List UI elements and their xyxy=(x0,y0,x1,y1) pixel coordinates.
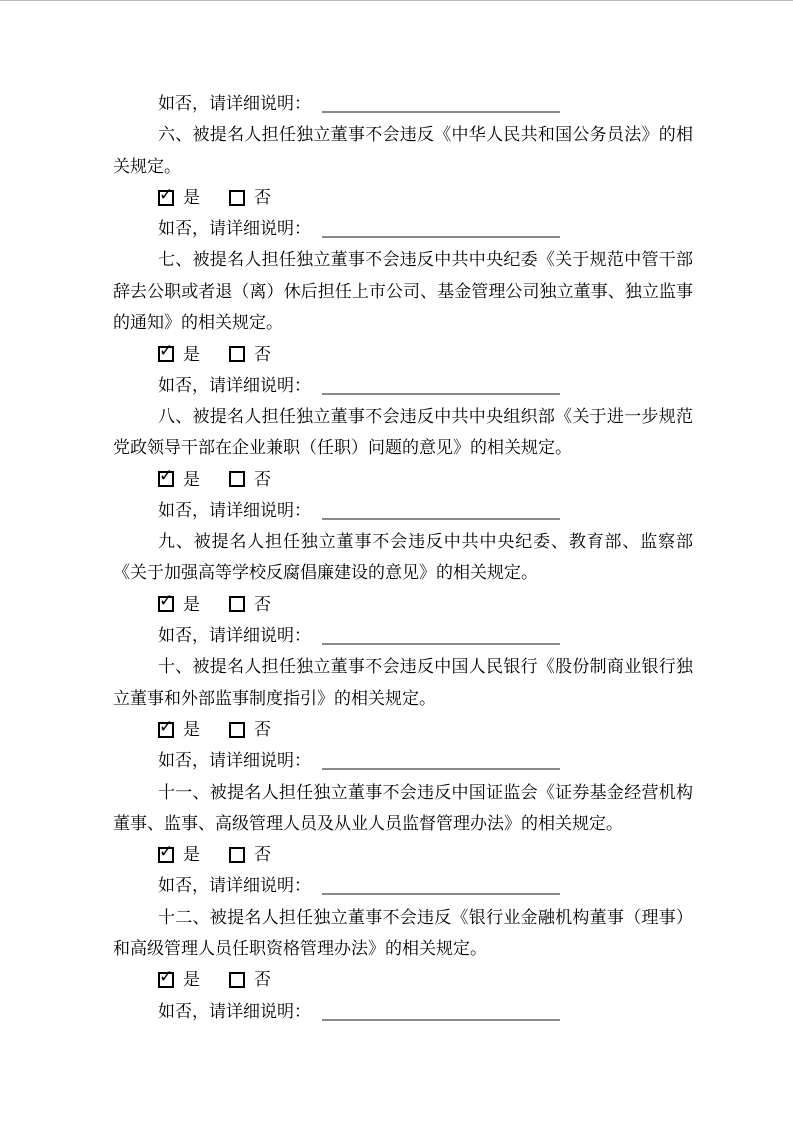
explain-prompt: 如否，请详细说明： xyxy=(158,500,311,520)
explain-row xyxy=(113,870,693,901)
yes-checkbox[interactable] xyxy=(158,341,174,362)
explain-prompt: 如否，请详细说明： xyxy=(158,375,311,395)
explain-prompt: 如否，请详细说明： xyxy=(158,219,311,239)
explain-row xyxy=(113,745,693,776)
yes-checkbox[interactable] xyxy=(158,966,174,988)
explain-row xyxy=(113,620,693,651)
check-icon: ✓ xyxy=(159,184,174,205)
yes-no-row xyxy=(113,714,693,745)
yes-checkbox[interactable] xyxy=(158,841,174,863)
item-statement: 九、被提名人担任独立董事不会违反中共中央纪委、教育部、监察部《关于加强高等学校反腐倡廉建设的意见》的相关规定。 xyxy=(113,532,693,583)
check-icon: ✓ xyxy=(159,716,174,737)
yes-checkbox[interactable] xyxy=(158,591,174,612)
yes-label: 是 xyxy=(183,344,200,364)
yes-label: 是 xyxy=(183,594,200,614)
explanation-blank[interactable] xyxy=(322,370,560,395)
explain-prompt: 如否，请详细说明： xyxy=(158,751,311,771)
yes-checkbox[interactable] xyxy=(158,716,174,738)
no-checkbox[interactable] xyxy=(229,596,245,612)
no-checkbox[interactable] xyxy=(229,190,245,206)
questionnaire-item xyxy=(113,119,693,244)
item-statement: 八、被提名人担任独立董事不会违反中共中央组织部《关于进一步规范党政领导干部在企业兼职（任职）问题的意见》的相关规定。 xyxy=(113,406,693,458)
item-statement: 十一、被提名人担任独立董事不会违反中国证监会《证券基金经营机构董事、监事、高级管理人员及从业人员监督管理办法》的相关规定。 xyxy=(113,782,693,833)
check-icon: ✓ xyxy=(159,966,174,987)
explain-row xyxy=(113,495,693,526)
explanation-blank[interactable] xyxy=(322,620,560,645)
yes-no-row xyxy=(113,839,693,870)
explanation-blank[interactable] xyxy=(322,88,560,113)
explain-prompt: 如否，请详细说明： xyxy=(158,1001,311,1021)
item-statement: 六、被提名人担任独立董事不会违反《中华人民共和国公务员法》的相关规定。 xyxy=(113,125,693,176)
check-icon: ✓ xyxy=(159,466,174,487)
explanation-blank[interactable] xyxy=(322,870,560,895)
explanation-blank[interactable] xyxy=(322,745,560,770)
yes-label: 是 xyxy=(183,720,200,740)
no-checkbox[interactable] xyxy=(229,847,245,863)
leading-explain-row xyxy=(113,88,693,119)
items-container xyxy=(113,119,693,1027)
check-icon: ✓ xyxy=(159,341,174,362)
no-label: 否 xyxy=(254,594,271,614)
yes-no-row xyxy=(113,589,693,620)
no-checkbox[interactable] xyxy=(229,722,245,738)
item-statement: 十二、被提名人担任独立董事不会违反《银行业金融机构董事（理事）和高级管理人员任职资格管理办法》的相关规定。 xyxy=(113,907,693,959)
item-statement: 七、被提名人担任独立董事不会违反中共中央纪委《关于规范中管干部辞去公职或者退（离）休后担任上市公司、基金管理公司独立董事、独立监事的通知》的相关规定。 xyxy=(113,250,693,333)
check-icon: ✓ xyxy=(159,841,174,862)
questionnaire-item xyxy=(113,777,693,902)
yes-label: 是 xyxy=(183,188,200,208)
yes-no-row xyxy=(113,964,693,995)
yes-no-row xyxy=(113,464,693,495)
no-label: 否 xyxy=(254,720,271,740)
yes-no-row xyxy=(113,182,693,213)
explain-row xyxy=(113,370,693,401)
yes-checkbox[interactable] xyxy=(158,466,174,487)
questionnaire-item xyxy=(113,902,693,1027)
explain-prompt: 如否，请详细说明： xyxy=(158,876,311,896)
explain-prompt: 如否，请详细说明： xyxy=(158,626,311,646)
explain-row xyxy=(113,213,693,244)
no-checkbox[interactable] xyxy=(229,471,245,487)
questionnaire-item xyxy=(113,244,693,400)
questionnaire-item xyxy=(113,401,693,526)
item-statement: 十、被提名人担任独立董事不会违反中国人民银行《股份制商业银行独立董事和外部监事制度指引》的相关规定。 xyxy=(113,657,693,708)
no-label: 否 xyxy=(254,188,271,208)
yes-label: 是 xyxy=(183,970,200,990)
explanation-blank[interactable] xyxy=(322,996,560,1021)
questionnaire-item xyxy=(113,526,693,651)
no-label: 否 xyxy=(254,970,271,990)
explanation-blank[interactable] xyxy=(322,213,560,238)
yes-checkbox[interactable] xyxy=(158,184,174,206)
check-icon: ✓ xyxy=(159,591,174,612)
no-checkbox[interactable] xyxy=(229,972,245,988)
no-label: 否 xyxy=(254,344,271,364)
yes-label: 是 xyxy=(183,845,200,865)
yes-no-row xyxy=(113,338,693,369)
no-checkbox[interactable] xyxy=(229,346,245,362)
no-label: 否 xyxy=(254,845,271,865)
yes-label: 是 xyxy=(183,469,200,489)
no-label: 否 xyxy=(254,469,271,489)
explain-prompt: 如否，请详细说明： xyxy=(158,94,311,113)
explanation-blank[interactable] xyxy=(322,495,560,520)
questionnaire-item xyxy=(113,651,693,776)
explain-row xyxy=(113,996,693,1027)
